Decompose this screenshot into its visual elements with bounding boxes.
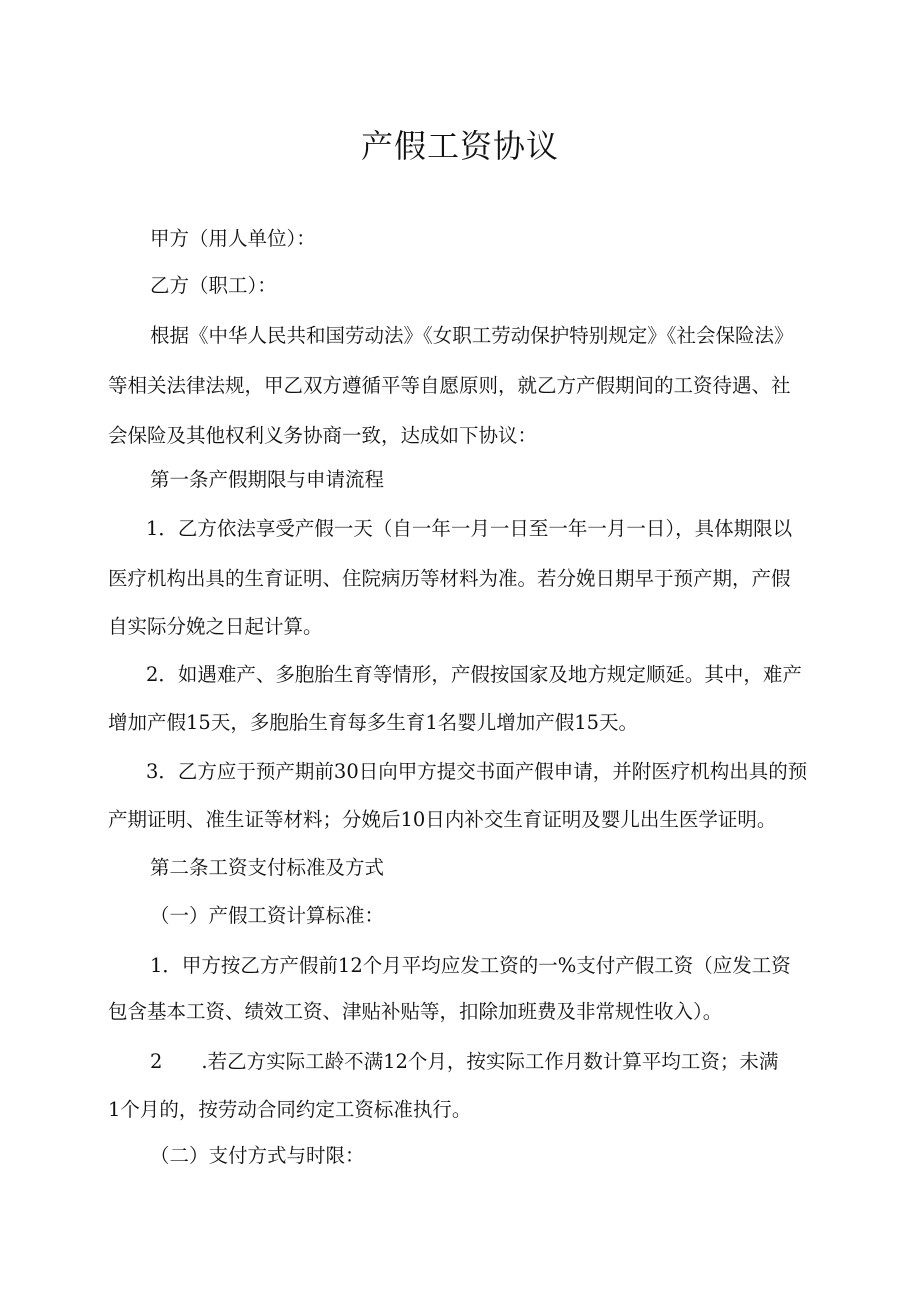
section-1-heading: （一）产假工资计算标准： (150, 904, 385, 927)
document-title: 产假工资协议 (360, 127, 559, 165)
preamble-line-1: 根据《中华人民共和国劳动法》《女职工劳动保护特别规定》《社会保险法》 (150, 324, 794, 347)
article-1-item-1-line-2: 医疗机构出具的生育证明、住院病历等材料为准。若分娩日期早于预产期，产假 (108, 567, 791, 590)
article-2-item-1-line-2: 包含基本工资、绩效工资、津贴补贴等，扣除加班费及非常规性收入）。 (108, 1000, 723, 1023)
article-2-item-1-line-1: 1．甲方按乙方产假前12个月平均应发工资的一%支付产假工资（应发工资 (150, 954, 791, 977)
article-1-item-2-line-2: 增加产假15天，多胞胎生育每多生育1名婴儿增加产假15天。 (108, 711, 639, 734)
article-2-item-2-line-2: 1个月的，按劳动合同约定工资标准执行。 (108, 1098, 472, 1121)
article-1-item-1-line-1: 1．乙方依法享受产假一天（自一年一月一日至一年一月一日），具体期限以 (146, 517, 793, 540)
party-b-line: 乙方（职工）： (150, 274, 277, 297)
article-2-item-2-line-1: 2 .若乙方实际工龄不满12个月，按实际工作月数计算平均工资；未满 (150, 1050, 779, 1073)
article-1-item-2-line-1: 2．如遇难产、多胞胎生育等情形，产假按国家及地方规定顺延。其中，难产 (146, 663, 802, 686)
article-1-item-3-line-1: 3．乙方应于预产期前30日向甲方提交书面产假申请，并附医疗机构出具的预 (146, 760, 808, 783)
article-1-heading: 第一条产假期限与申请流程 (150, 468, 385, 491)
article-1-item-3-line-2: 产期证明、准生证等材料；分娩后10日内补交生育证明及婴儿出生医学证明。 (108, 808, 777, 831)
article-1-item-1-line-3: 自实际分娩之日起计算。 (108, 615, 323, 638)
party-a-line: 甲方（用人单位）： (150, 227, 316, 250)
preamble-line-3: 会保险及其他权利义务协商一致，达成如下协议： (108, 424, 538, 447)
preamble-line-2: 等相关法律法规，甲乙双方遵循平等自愿原则，就乙方产假期间的工资待遇、社 (108, 374, 791, 397)
section-2-heading: （二）支付方式与时限： (150, 1144, 365, 1167)
article-2-heading: 第二条工资支付标准及方式 (150, 856, 385, 879)
